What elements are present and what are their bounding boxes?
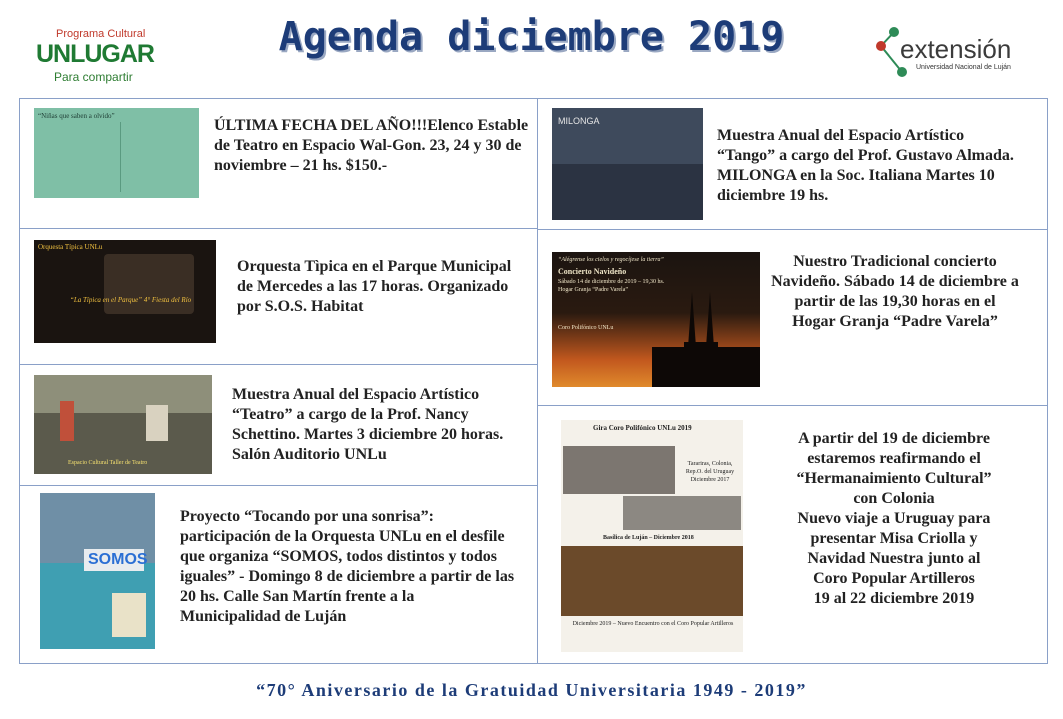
gira-bottom-caption: Diciembre 2019 – Nuevo Encuentro con el Coro Popular Artilleros [572,621,734,627]
tocando-sonrisa-text: Proyecto “Tocando por una sonrisa”: participación de la Orquesta UNLu en el desfile que organiza “SOMOS, todos distintos y todos iguales” - Domingo 8 de diciembre a partir de las 20 hs. Calle San Martín frente a la Municipalidad de Luján [180,508,515,625]
milonga-photo [552,108,703,220]
hermanamiento-line: Coro Popular Artilleros [813,570,975,587]
hermanamiento-line: 19 al 22 diciembre 2019 [813,590,975,607]
extension-logo [872,24,1032,84]
teatro-photo [34,375,212,474]
navideno-quote: “Alégrense los cielos y regocíjese la tierra” [558,257,664,263]
hermanamiento-line: presentar Misa Criolla y [810,530,978,547]
hermanamiento-line: con Colonia [853,490,935,507]
row-divider [537,229,1048,230]
navideno-poster [552,252,760,387]
muestra-teatro-text: Muestra Anual del Espacio Artístico “Teatro” a cargo de la Prof. Nancy Schettino. Martes 3 diciembre 20 horas. Salón Auditorio UNLu [232,386,504,463]
row-divider [537,405,1048,406]
hermanamiento-text [763,429,1025,609]
orquesta-tipica-text: Orquesta Tìpica en el Parque Municipal de Mercedes a las 17 horas. Organizado por S.O.S. Habitat [237,258,512,315]
orquesta-photo-title: Orquesta Típica UNLu [38,243,103,251]
navideno-title: Concierto Navideño [558,267,627,276]
orquesta-photo [34,240,216,343]
column-divider [537,98,538,664]
somos-poster [40,493,155,649]
gira-tarariras: Tarariras, Colonia, Rep.O. del Uruguay Diciembre 2017 [685,461,735,483]
logo-left-sub-text: Para compartir [54,70,133,84]
concierto-navideno-text: Nuestro Tradicional concierto Navideño. Sábado 14 de diciembre a partir de las 19,30 horas en el Hogar Granja “Padre Varela” [771,253,1019,330]
row-divider [19,364,537,365]
logo-right-sub-text: Universidad Nacional de Luján [916,64,1011,71]
wal-gon-poster-title: “Niñas que saben a olvido” [38,112,115,120]
logo-left-small-text: Programa Cultural [56,28,146,40]
muestra-tango-text: Muestra Anual del Espacio Artístico “Tango” a cargo del Prof. Gustavo Almada. MILONGA en la Soc. Italiana Martes 10 diciembre 19 hs. [717,127,1014,204]
wal-gon-poster [34,108,199,198]
page-title: Agenda diciembre 2019 [278,14,785,60]
milonga-photo-word: MILONGA [558,116,600,126]
navideno-group: Coro Polifónico UNLu [558,325,614,331]
orquesta-photo-caption: “La Típica en el Parque” 4° Fiesta del Río [70,296,192,304]
hermanamiento-line: Nuevo viaje a Uruguay para [797,510,991,527]
gira-poster [561,420,743,652]
somos-poster-word: SOMOS [88,551,148,568]
wal-gon-text: ÚLTIMA FECHA DEL AÑO!!!Elenco Estable de Teatro en Espacio Wal-Gon. 23, 24 y 30 de noviembre – 21 hs. $150.- [214,117,529,174]
logo-right-main-text: extensión [900,34,1012,64]
hermanamiento-line: Navidad Nuestra junto al [807,550,981,567]
hermanamiento-line: estaremos reafirmando el [807,450,981,467]
footer-anniversary: “70° Aniversario de la Gratuidad Universitaria 1949 - 2019” [256,680,807,700]
navideno-sub: Sábado 14 de diciembre de 2019 – 19,30 hs. Hogar Granja “Padre Varela” [558,279,665,293]
hermanamiento-line: “Hermanaimiento Cultural” [796,470,992,487]
teatro-photo-caption: Espacio Cultural Taller de Teatro [68,460,148,466]
row-divider [19,228,537,229]
gira-basilica: Basílica de Luján – Diciembre 2018 [603,535,694,541]
hermanamiento-line: A partir del 19 de diciembre [798,430,990,447]
logo-left-big-text: UNLUGAR [36,40,154,68]
basilica-silhouette [552,252,760,387]
row-divider [19,485,537,486]
gira-title: Gira Coro Polifónico UNLu 2019 [593,424,692,432]
